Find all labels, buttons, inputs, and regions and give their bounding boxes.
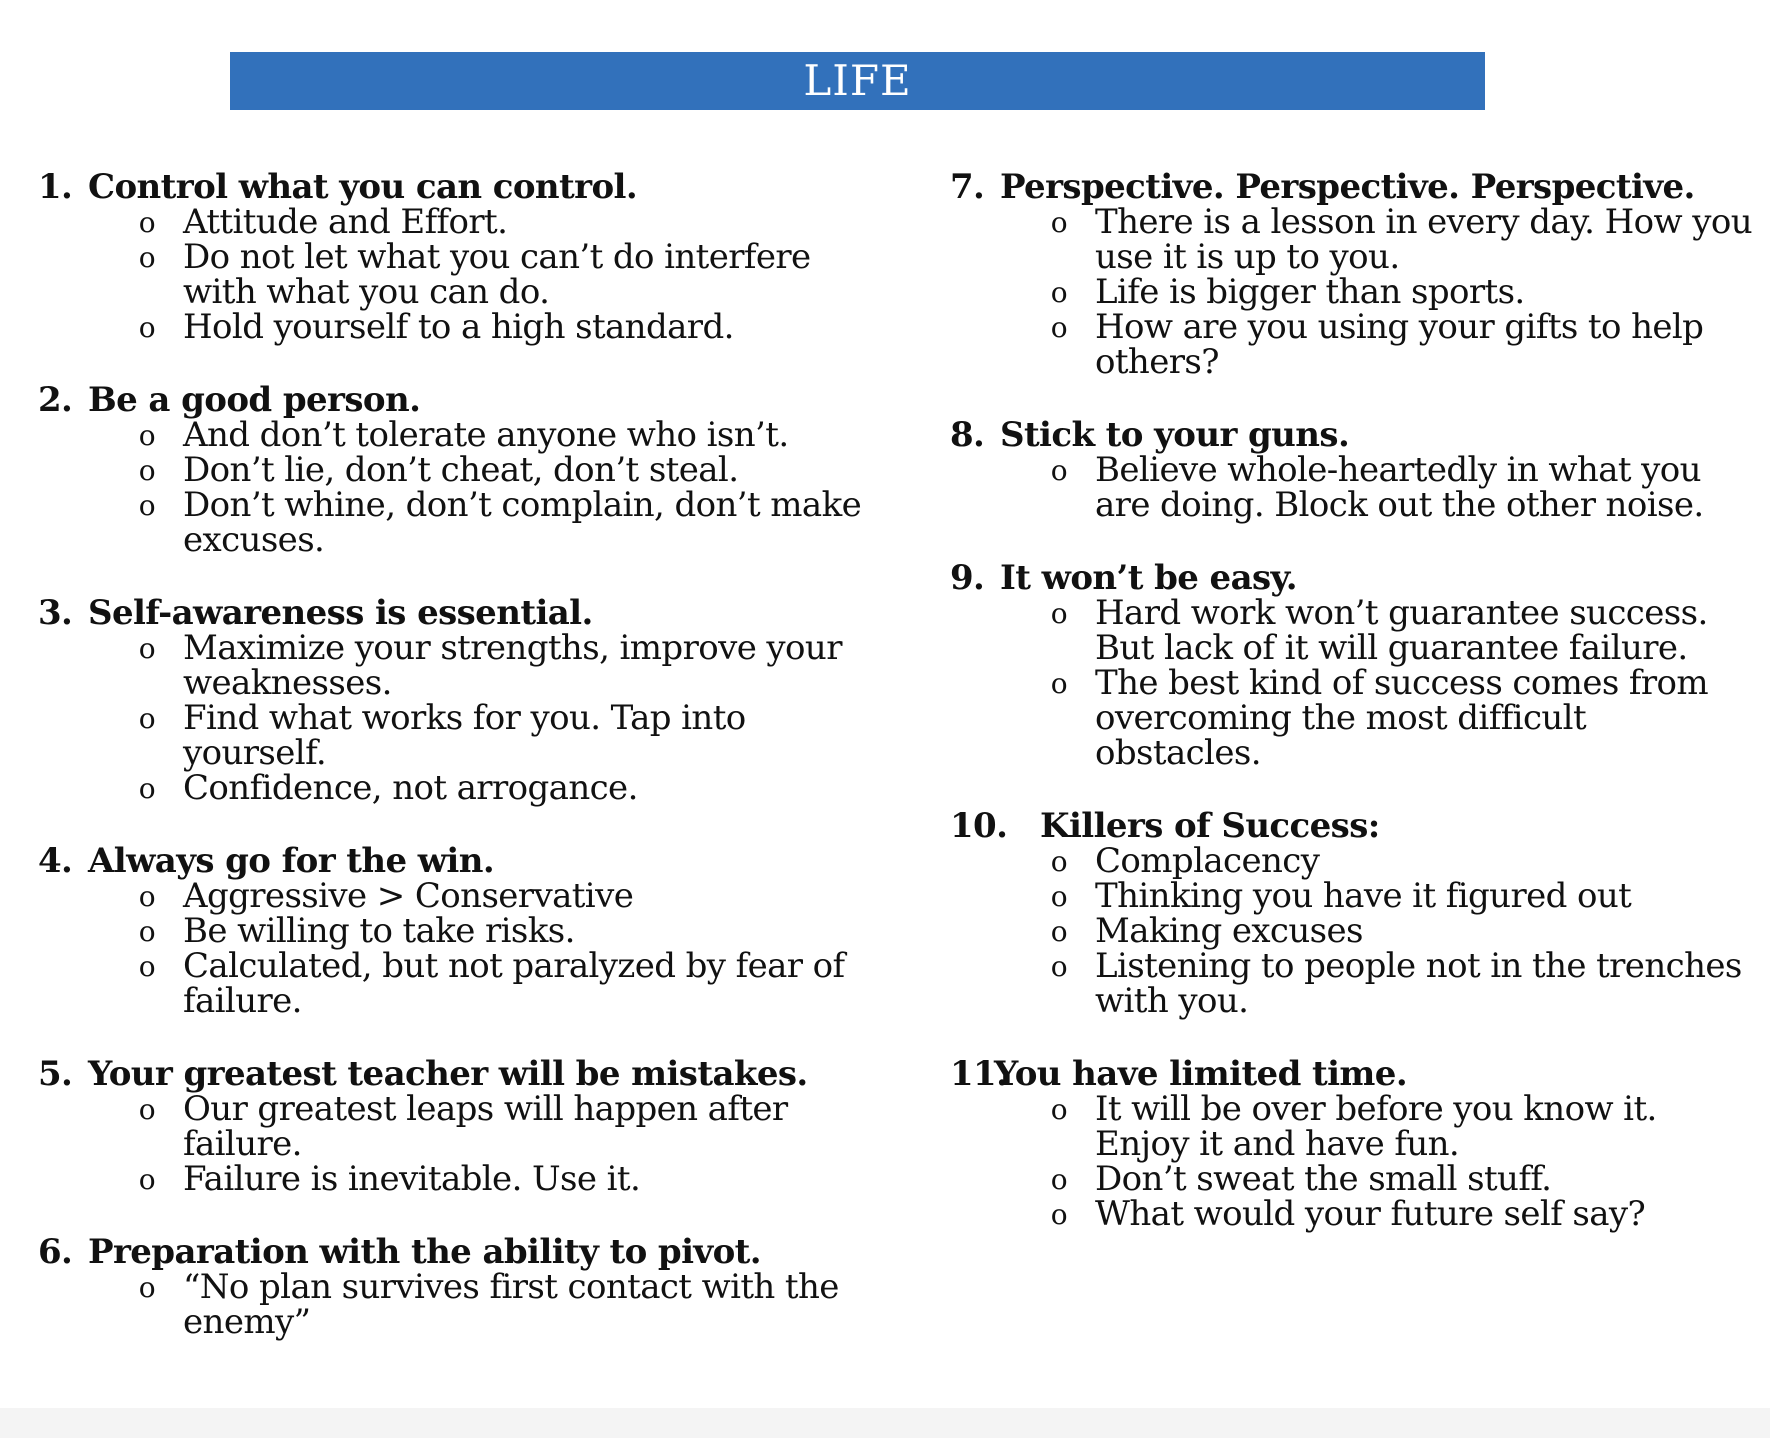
section-number: 1. — [38, 167, 73, 207]
section-heading — [38, 1054, 868, 1094]
list-item: o Be willing to take risks. — [38, 914, 868, 949]
list-item: o Don’t sweat the small stuff. — [950, 1162, 1760, 1197]
section-6 — [38, 1232, 868, 1342]
section-3 — [38, 593, 868, 808]
section-title: Be a good person. — [88, 380, 421, 420]
section-title: Control what you can control. — [88, 167, 638, 207]
list-item: o Hard work won’t guarantee success. But lack of it will guarantee failure. — [950, 596, 1760, 666]
section-8 — [950, 415, 1760, 525]
section-number: 6. — [38, 1232, 73, 1272]
section-10 — [950, 806, 1760, 1021]
list-item: o Attitude and Effort. — [38, 205, 868, 240]
bullet-icon: o — [1050, 276, 1067, 309]
section-heading — [38, 841, 868, 881]
bullet-icon: o — [1050, 1163, 1067, 1196]
section-5 — [38, 1054, 868, 1199]
list-item: o Maximize your strengths, improve your weaknesses. — [38, 631, 868, 701]
bullet-icon: o — [1050, 311, 1067, 344]
sub-list — [950, 593, 1760, 773]
list-item: o Calculated, but not paralyzed by fear of failure. — [38, 949, 868, 1019]
section-2 — [38, 380, 868, 560]
sub-list — [38, 876, 868, 1021]
list-item: o Life is bigger than sports. — [950, 275, 1760, 310]
section-title: Killers of Success: — [1040, 806, 1380, 846]
section-heading — [38, 1232, 868, 1272]
bullet-icon: o — [138, 454, 155, 487]
list-item: o Our greatest leaps will happen after failure. — [38, 1092, 868, 1162]
bullet-icon: o — [138, 206, 155, 239]
section-title: Perspective. Perspective. Perspective. — [1000, 167, 1695, 207]
list-item: o Failure is inevitable. Use it. — [38, 1162, 868, 1197]
section-4 — [38, 841, 868, 1021]
bullet-icon: o — [1050, 1198, 1067, 1231]
section-title: Stick to your guns. — [1000, 415, 1350, 455]
bullet-icon: o — [1050, 915, 1067, 948]
bullet-icon: o — [138, 241, 155, 274]
sub-list — [950, 202, 1760, 382]
section-9 — [950, 558, 1760, 773]
section-heading — [38, 593, 868, 633]
section-heading — [950, 558, 1760, 598]
list-item: o Believe whole-heartedly in what you are doing. Block out the other noise. — [950, 453, 1760, 523]
bullet-icon: o — [1050, 1093, 1067, 1126]
bullet-icon: o — [1050, 845, 1067, 878]
list-item: o Don’t whine, don’t complain, don’t make excuses. — [38, 488, 868, 558]
sub-list — [38, 628, 868, 808]
list-item: o Aggressive > Conservative — [38, 879, 868, 914]
left-column — [38, 167, 868, 1378]
list-item: o Hold yourself to a high standard. — [38, 310, 868, 345]
section-title: It won’t be easy. — [1000, 558, 1298, 598]
section-title: Self-awareness is essential. — [88, 593, 593, 633]
section-number: 3. — [38, 593, 73, 633]
list-item: o What would your future self say? — [950, 1197, 1760, 1232]
bullet-icon: o — [138, 489, 155, 522]
list-item: o Complacency — [950, 844, 1760, 879]
sub-list — [38, 1089, 868, 1199]
list-item: o Making excuses — [950, 914, 1760, 949]
section-heading — [950, 806, 1760, 846]
list-item: o Listening to people not in the trenches with you. — [950, 949, 1760, 1019]
sub-list — [38, 415, 868, 560]
list-item: o Do not let what you can’t do interfere with what you can do. — [38, 240, 868, 310]
bullet-icon: o — [1050, 206, 1067, 239]
section-heading — [950, 1054, 1760, 1094]
bullet-icon: o — [138, 311, 155, 344]
bullet-icon: o — [138, 1163, 155, 1196]
section-heading — [38, 167, 868, 207]
section-number: 11. — [950, 1054, 1008, 1094]
list-item: o Thinking you have it figured out — [950, 879, 1760, 914]
section-11 — [950, 1054, 1760, 1234]
bullet-icon: o — [138, 880, 155, 913]
bullet-icon: o — [1050, 880, 1067, 913]
bullet-icon: o — [138, 632, 155, 665]
bullet-icon: o — [138, 1271, 155, 1304]
section-heading — [950, 415, 1760, 455]
bullet-icon: o — [138, 772, 155, 805]
section-number: 7. — [950, 167, 985, 207]
section-number: 5. — [38, 1054, 73, 1094]
list-item: o And don’t tolerate anyone who isn’t. — [38, 418, 868, 453]
section-title: Preparation with the ability to pivot. — [88, 1232, 761, 1272]
bullet-icon: o — [1050, 667, 1067, 700]
bullet-icon: o — [1050, 597, 1067, 630]
list-item: o “No plan survives first contact with the enemy” — [38, 1270, 868, 1340]
list-item: o How are you using your gifts to help others? — [950, 310, 1760, 380]
page-title: LIFE — [803, 56, 912, 105]
section-heading — [950, 167, 1760, 207]
section-number: 10. — [950, 806, 1008, 846]
bullet-icon: o — [138, 1093, 155, 1126]
sub-list — [950, 1089, 1760, 1234]
right-column — [950, 167, 1760, 1270]
bullet-icon: o — [138, 915, 155, 948]
list-item: o Don’t lie, don’t cheat, don’t steal. — [38, 453, 868, 488]
list-item: o Confidence, not arrogance. — [38, 771, 868, 806]
bullet-icon: o — [138, 950, 155, 983]
list-item: o There is a lesson in every day. How you use it is up to you. — [950, 205, 1760, 275]
section-number: 2. — [38, 380, 73, 420]
section-title: You have limited time. — [994, 1054, 1408, 1094]
section-7 — [950, 167, 1760, 382]
section-title: Your greatest teacher will be mistakes. — [88, 1054, 808, 1094]
section-title: Always go for the win. — [88, 841, 495, 881]
title-banner — [230, 52, 1485, 110]
list-item: o The best kind of success comes from overcoming the most difficult obstacles. — [950, 666, 1760, 771]
bullet-icon: o — [138, 419, 155, 452]
sub-list — [950, 841, 1760, 1021]
bullet-icon: o — [1050, 454, 1067, 487]
list-item: o Find what works for you. Tap into yourself. — [38, 701, 868, 771]
page-bottom-edge — [0, 1408, 1770, 1438]
bullet-icon: o — [138, 702, 155, 735]
sub-list — [38, 1267, 868, 1342]
section-number: 8. — [950, 415, 985, 455]
sub-list — [38, 202, 868, 347]
list-item: o It will be over before you know it. Enjoy it and have fun. — [950, 1092, 1760, 1162]
section-heading — [38, 380, 868, 420]
sub-list — [950, 450, 1760, 525]
section-1 — [38, 167, 868, 347]
section-number: 4. — [38, 841, 73, 881]
bullet-icon: o — [1050, 950, 1067, 983]
section-number: 9. — [950, 558, 985, 598]
